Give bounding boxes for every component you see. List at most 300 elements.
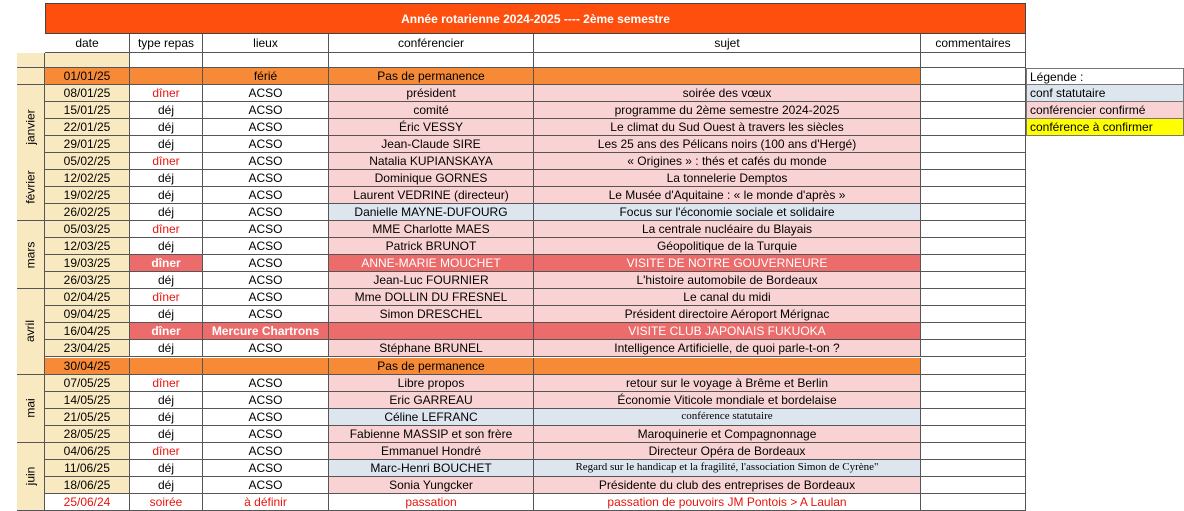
sujet-cell[interactable] [534,170,921,187]
sujet-text: Focus sur l'économie sociale et solidaire [619,205,835,220]
date-text: 12/02/25 [63,171,111,186]
type-cell[interactable] [130,323,203,340]
conferencier-cell[interactable] [329,255,534,272]
month-text: février [23,170,38,204]
date-cell[interactable] [45,221,130,238]
conferencier-cell[interactable] [329,136,534,153]
sujet-text: Intelligence Artificielle, de quoi parle-t-on ? [614,341,840,356]
lieux-cell[interactable] [203,494,329,511]
conferencier-cell[interactable] [329,477,534,494]
date-cell[interactable] [45,323,130,340]
commentaires-cell[interactable] [921,289,1026,306]
legend-item-label: conférence à confirmer [1030,120,1153,135]
type-cell[interactable] [130,409,203,426]
sujet-cell[interactable] [534,238,921,255]
date-cell[interactable] [45,443,130,460]
lieux-cell[interactable] [203,170,329,187]
date-text: 07/05/25 [63,375,111,390]
sujet-cell[interactable] [534,68,921,85]
type-cell[interactable] [130,170,203,187]
date-text: 28/05/25 [63,426,111,441]
conferencier-cell[interactable] [329,272,534,289]
conferencier-text: Danielle MAYNE-DUFOURG [354,205,508,220]
date-text: 29/01/25 [63,137,111,152]
sujet-cell[interactable] [534,255,921,272]
legend-item-label: conférencier confirmé [1030,103,1146,118]
conferencier-cell[interactable] [329,204,534,221]
commentaires-cell[interactable] [921,204,1026,221]
month-text: mai [23,398,38,418]
lieux-cell[interactable] [203,409,329,426]
conferencier-text: passation [405,494,457,509]
legend-item [1026,85,1184,102]
sujet-text: Économie Viticole mondiale et bordelaise [617,392,837,407]
date-cell[interactable] [45,375,130,392]
date-text: 23/04/25 [63,341,111,356]
lieux-text: ACSO [248,409,283,424]
type-text: déj [157,341,174,356]
sujet-cell[interactable] [534,102,921,119]
lieux-text: ACSO [248,137,283,152]
commentaires-cell[interactable] [921,187,1026,204]
date-text: 05/02/25 [63,154,111,169]
conferencier-text: Éric VESSY [398,120,464,135]
lieux-text: ACSO [248,222,283,237]
lieux-text: ACSO [248,375,283,390]
conferencier-text: Dominique GORNES [374,171,488,186]
conferencier-text: Patrick BRUNOT [385,239,477,254]
type-cell[interactable] [130,426,203,443]
commentaires-cell[interactable] [921,170,1026,187]
date-cell[interactable] [45,187,130,204]
date-cell[interactable] [45,85,130,102]
lieux-text: ACSO [248,154,283,169]
lieux-cell[interactable] [203,85,329,102]
date-text: 16/04/25 [63,324,111,339]
conferencier-cell[interactable] [329,323,534,340]
legend-title-text: Légende : [1030,69,1084,84]
conferencier-cell[interactable] [329,221,534,238]
lieux-cell[interactable] [203,289,329,306]
lieux-cell[interactable] [203,255,329,272]
type-text: déj [157,392,174,407]
sujet-text: programme du 2ème semestre 2024-2025 [614,103,840,118]
month-text: janvier [23,109,38,145]
month-label-mars [17,221,45,289]
sujet-cell[interactable] [534,443,921,460]
date-cell[interactable] [45,306,130,323]
sujet-cell[interactable] [534,136,921,153]
date-text: 09/04/25 [63,307,111,322]
lieux-text: ACSO [248,426,283,441]
date-text: 19/03/25 [63,256,111,271]
conferencier-text: ANNE-MARIE MOUCHET [361,256,501,271]
type-cell[interactable] [130,136,203,153]
sujet-text: conférence statutaire [681,410,773,423]
spacer-cell [534,53,921,68]
conferencier-cell[interactable] [329,153,534,170]
type-text: déj [157,171,174,186]
commentaires-cell[interactable] [921,153,1026,170]
type-text: déj [157,120,174,135]
header-label: sujet [714,36,740,50]
sujet-text: retour sur le voyage à Brême et Berlin [625,375,829,390]
type-cell[interactable] [130,494,203,511]
header-label: type repas [137,36,195,50]
sujet-cell[interactable] [534,85,921,102]
sujet-cell[interactable] [534,221,921,238]
sujet-text: La centrale nucléaire du Blayais [641,222,813,237]
type-cell[interactable] [130,204,203,221]
spacer-cell [921,53,1026,68]
header-label: date [75,36,99,50]
month-label-mai [17,375,45,443]
lieux-cell[interactable] [203,443,329,460]
type-cell[interactable] [130,119,203,136]
conferencier-text: Stéphane BRUNEL [379,341,483,356]
sujet-cell[interactable] [534,119,921,136]
lieux-cell[interactable] [203,460,329,477]
lieux-cell[interactable] [203,68,329,85]
date-text: 22/01/25 [63,120,111,135]
lieux-cell[interactable] [203,204,329,221]
sujet-text: passation de pouvoirs JM Pontois > A Laulan [607,494,847,509]
sujet-text: « Origines » : thés et cafés du monde [627,154,827,169]
type-cell[interactable] [130,443,203,460]
lieux-text: ACSO [248,86,283,101]
commentaires-cell[interactable] [921,68,1026,85]
type-cell[interactable] [130,358,203,375]
type-text: dîner [152,222,180,237]
sujet-text: Maroquinerie et Compagnonnage [637,426,817,441]
month-label-février [17,153,45,221]
sujet-cell[interactable] [534,409,921,426]
sujet-cell[interactable] [534,375,921,392]
date-cell[interactable] [45,136,130,153]
month-label-avril [17,289,45,374]
conferencier-cell[interactable] [329,358,534,375]
lieux-cell[interactable] [203,323,329,340]
type-text: dîner [152,290,180,305]
sujet-cell[interactable] [534,204,921,221]
commentaires-cell[interactable] [921,221,1026,238]
date-cell[interactable] [45,170,130,187]
date-cell[interactable] [45,255,130,272]
type-cell[interactable] [130,460,203,477]
lieux-cell[interactable] [203,136,329,153]
lieux-text: ACSO [248,205,283,220]
date-text: 21/05/25 [63,409,111,424]
conferencier-cell[interactable] [329,426,534,443]
conferencier-cell[interactable] [329,409,534,426]
sujet-cell[interactable] [534,426,921,443]
conferencier-text: Pas de permanence [377,69,485,83]
type-text: déj [157,205,174,220]
type-cell[interactable] [130,477,203,494]
date-cell[interactable] [45,153,130,170]
legend-item [1026,119,1184,136]
type-cell[interactable] [130,289,203,306]
month-text: avril [23,320,38,343]
sujet-cell[interactable] [534,187,921,204]
type-cell[interactable] [130,340,203,357]
type-cell[interactable] [130,85,203,102]
commentaires-cell[interactable] [921,494,1026,511]
sujet-text: Géopolitique de la Turquie [656,239,798,254]
sujet-text: Président directoire Aéroport Mérignac [624,307,830,322]
type-cell[interactable] [130,153,203,170]
sujet-text: L'histoire automobile de Bordeaux [636,273,818,288]
lieux-text: ACSO [248,290,283,305]
sujet-text: La tonnelerie Demptos [666,171,788,186]
type-text: déj [157,307,174,322]
type-cell[interactable] [130,375,203,392]
type-cell[interactable] [130,272,203,289]
sujet-text: Présidente du club des entreprises de Bordeaux [598,477,856,492]
commentaires-cell[interactable] [921,238,1026,255]
lieux-cell[interactable] [203,187,329,204]
lieux-text: ACSO [248,341,283,356]
sujet-text: VISITE CLUB JAPONAIS FUKUOKA [628,324,826,339]
commentaires-cell[interactable] [921,136,1026,153]
commentaires-cell[interactable] [921,323,1026,340]
conferencier-text: comité [413,103,449,118]
date-text: 26/02/25 [63,205,111,220]
commentaires-cell[interactable] [921,443,1026,460]
conferencier-cell[interactable] [329,460,534,477]
conferencier-cell[interactable] [329,102,534,119]
commentaires-cell[interactable] [921,119,1026,136]
lieux-text: ACSO [248,188,283,203]
sujet-text: Les 25 ans des Pélicans noirs (100 ans d'Hergé) [597,137,857,152]
legend-title [1026,68,1184,85]
date-cell[interactable] [45,477,130,494]
commentaires-cell[interactable] [921,392,1026,409]
sujet-text: Directeur Opéra de Bordeaux [648,443,806,458]
conferencier-cell[interactable] [329,170,534,187]
date-text: 04/06/25 [63,443,111,458]
sujet-cell[interactable] [534,153,921,170]
type-text: dîner [152,443,180,458]
sujet-cell[interactable] [534,272,921,289]
conferencier-cell[interactable] [329,85,534,102]
conferencier-cell[interactable] [329,119,534,136]
lieux-cell[interactable] [203,102,329,119]
sujet-text: VISITE DE NOTRE GOUVERNEURE [626,256,828,271]
date-cell[interactable] [45,426,130,443]
date-cell[interactable] [45,460,130,477]
conferencier-cell[interactable] [329,375,534,392]
sheet-title-text: Année rotarienne 2024-2025 ---- 2ème semestre [401,11,670,26]
lieux-cell[interactable] [203,238,329,255]
lieux-text: ACSO [248,103,283,118]
lieux-cell[interactable] [203,153,329,170]
sujet-cell[interactable] [534,477,921,494]
spacer-cell [203,53,329,68]
commentaires-cell[interactable] [921,272,1026,289]
date-text: 19/02/25 [63,188,111,203]
conferencier-text: Eric GARREAU [389,392,473,407]
sujet-cell[interactable] [534,494,921,511]
date-text: 25/06/24 [63,494,111,509]
lieux-text: à définir [244,494,287,509]
type-cell[interactable] [130,68,203,85]
type-cell[interactable] [130,392,203,409]
conferencier-text: Natalia KUPIANSKAYA [369,154,493,169]
lieux-text: férié [253,69,278,83]
lieux-cell[interactable] [203,272,329,289]
type-text: déj [157,477,174,492]
type-cell[interactable] [130,306,203,323]
conferencier-cell[interactable] [329,238,534,255]
date-cell[interactable] [45,102,130,119]
lieux-cell[interactable] [203,221,329,238]
sujet-cell[interactable] [534,392,921,409]
type-text: déj [157,426,174,441]
conferencier-cell[interactable] [329,443,534,460]
legend-item [1026,102,1184,119]
header-conferencier[interactable] [329,34,534,53]
commentaires-cell[interactable] [921,85,1026,102]
header-label: commentaires [935,36,1011,50]
type-text: déj [157,273,174,288]
lieux-text: ACSO [248,392,283,407]
sheet-title [45,3,1026,34]
date-text: 05/03/25 [63,222,111,237]
month-text: juin [23,466,38,486]
lieux-cell[interactable] [203,306,329,323]
lieux-cell[interactable] [203,426,329,443]
date-cell[interactable] [45,119,130,136]
commentaires-cell[interactable] [921,375,1026,392]
date-cell[interactable] [45,204,130,221]
commentaires-cell[interactable] [921,255,1026,272]
date-cell[interactable] [45,272,130,289]
date-text: 08/01/25 [63,86,111,101]
header-sujet[interactable] [534,34,921,53]
type-text: dîner [152,375,180,390]
date-text: 18/06/25 [63,477,111,492]
date-text: 26/03/25 [63,273,111,288]
commentaires-cell[interactable] [921,460,1026,477]
header-lieux[interactable] [203,34,329,53]
commentaires-cell[interactable] [921,409,1026,426]
date-cell[interactable] [45,494,130,511]
conferencier-cell[interactable] [329,187,534,204]
spacer-cell [130,53,203,68]
conferencier-text: MME Charlotte MAES [372,222,490,237]
conferencier-text: Fabienne MASSIP et son frère [349,426,513,441]
lieux-text: ACSO [248,443,283,458]
commentaires-cell[interactable] [921,306,1026,323]
conferencier-cell[interactable] [329,340,534,357]
type-text: déj [157,409,174,424]
sujet-cell[interactable] [534,460,921,477]
lieux-cell[interactable] [203,375,329,392]
conferencier-text: Emmanuel Hondré [380,443,482,458]
sujet-cell[interactable] [534,358,921,375]
spacer-cell [329,53,534,68]
legend-item-label: conf statutaire [1030,86,1106,101]
spacer-cell [45,53,130,68]
type-cell[interactable] [130,238,203,255]
conferencier-cell[interactable] [329,306,534,323]
commentaires-cell[interactable] [921,426,1026,443]
type-cell[interactable] [130,255,203,272]
sujet-text: Regard sur le handicap et la fragilité, l'association Simon de Cyrène" [575,461,879,474]
sujet-cell[interactable] [534,323,921,340]
sujet-cell[interactable] [534,306,921,323]
header-type[interactable] [130,34,203,53]
date-cell[interactable] [45,289,130,306]
lieux-cell[interactable] [203,358,329,375]
commentaires-cell[interactable] [921,477,1026,494]
sujet-text: Le climat du Sud Ouest à travers les siècles [610,120,844,135]
conferencier-text: Jean-Luc FOURNIER [373,273,489,288]
lieux-cell[interactable] [203,119,329,136]
conferencier-text: Marc-Henri BOUCHET [370,460,492,475]
type-cell[interactable] [130,221,203,238]
conferencier-cell[interactable] [329,392,534,409]
date-cell[interactable] [45,340,130,357]
lieux-text: ACSO [248,239,283,254]
sujet-text: Le canal du midi [683,290,771,305]
month-label-juin [17,443,45,511]
header-label: lieux [253,36,278,50]
date-cell[interactable] [45,358,130,375]
type-text: dîner [152,86,180,101]
lieux-cell[interactable] [203,477,329,494]
lieux-text: ACSO [248,120,283,135]
date-text: 15/01/25 [63,103,111,118]
conferencier-cell[interactable] [329,494,534,511]
date-text: 30/04/25 [63,358,111,373]
type-text: soirée [149,494,183,509]
type-cell[interactable] [130,102,203,119]
lieux-text: ACSO [248,171,283,186]
month-cell-empty [17,68,45,85]
header-commentaires[interactable] [921,34,1026,53]
month-text: mars [23,241,38,269]
commentaires-cell[interactable] [921,102,1026,119]
commentaires-cell[interactable] [921,340,1026,357]
type-cell[interactable] [130,187,203,204]
date-cell[interactable] [45,68,130,85]
date-text: 02/04/25 [63,290,111,305]
type-text: déj [157,239,174,254]
lieux-text: ACSO [248,256,283,271]
conferencier-cell[interactable] [329,68,534,85]
lieux-cell[interactable] [203,340,329,357]
type-text: dîner [151,256,181,271]
date-cell[interactable] [45,392,130,409]
type-text: déj [157,188,174,203]
conferencier-text: Céline LEFRANC [384,409,478,424]
sujet-cell[interactable] [534,340,921,357]
sujet-cell[interactable] [534,289,921,306]
lieux-cell[interactable] [203,392,329,409]
date-text: 12/03/25 [63,239,111,254]
header-date[interactable] [45,34,130,53]
lieux-text: ACSO [248,307,283,322]
date-cell[interactable] [45,238,130,255]
conferencier-text: président [406,86,456,101]
sujet-text: soirée des vœux [682,86,772,101]
conferencier-cell[interactable] [329,289,534,306]
date-cell[interactable] [45,409,130,426]
commentaires-cell[interactable] [921,358,1026,375]
date-text: 14/05/25 [63,392,111,407]
